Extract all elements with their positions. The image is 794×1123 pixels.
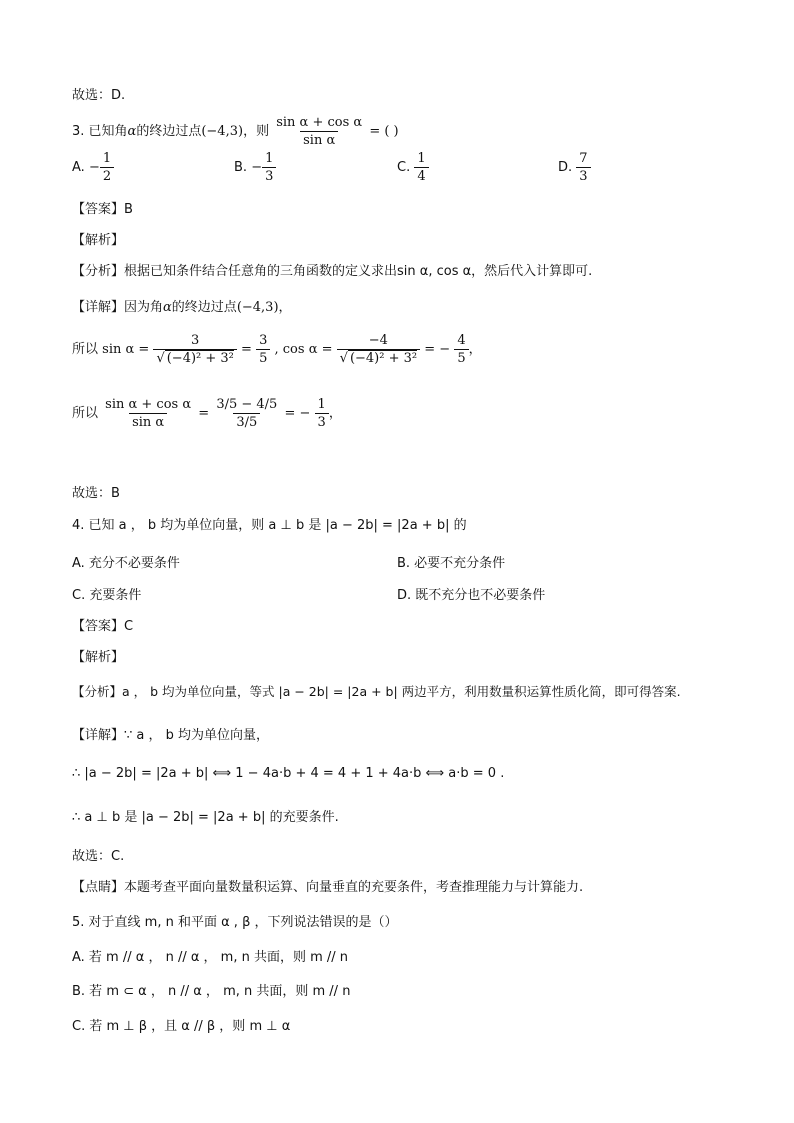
so2-frac-1 [102,396,194,431]
solution-line-2 [72,396,342,431]
so2-big-num: 3/5 − 4/5 [216,397,278,412]
question-5: 5. 对于直线 m, n 和平面 α , β ，下列说法错误的是（） [72,915,398,930]
comment-4: 【点睛】本题考查平面向量数量积运算、向量垂直的充要条件，考查推理能力与计算能力. [72,880,584,895]
option-a-den: 2 [100,167,114,185]
so1-d3-rad: (−4)² + 3² [349,351,418,366]
detail-3-alpha: α [163,300,172,315]
q3-mid: 的终边过点 [136,124,202,139]
detail-4: 【详解】∵ a ， b 均为单位向量， [72,728,270,743]
q3-end: = ( ) [369,124,399,139]
analysis-heading-4: 【解析】 [72,650,125,665]
q4-option-d: D. 既不充分也不必要条件 [397,588,546,603]
detail-3-c: 的终边过点 [171,300,237,315]
option-a-fraction [100,150,114,185]
so2-frac-2 [315,396,329,431]
so1-n4: 4 [457,333,466,348]
q3-fraction [273,114,365,149]
so1-frac-1 [153,332,236,367]
so1-eq1: = [241,342,252,357]
so1-d3: √ (−4)² + 3² [337,349,420,367]
option-b-den: 3 [262,167,276,185]
detail-3-e: ， [278,300,292,315]
so2-end: ， [328,406,342,421]
option-b-label: B. [234,160,248,175]
q3-prefix: 3. 已知角 [72,124,128,139]
answer-line: 故选：D. [72,88,126,103]
so1-prefix: 所以 [72,342,99,357]
q3-alpha: α [127,124,137,139]
q3-then: ，则 [243,124,270,139]
so2-rd: 3 [315,413,329,431]
analysis-4: 【分析】a ， b 均为单位向量，等式 |a − 2b| = |2a + b| 两边平方，利用数量积运算性质化简，即可得答案. [72,684,681,699]
so1-d1-rad: (−4)² + 3² [166,351,234,366]
q5-option-a: A. 若 m // α ， n // α ， m, n 共面，则 m // n [72,950,349,965]
analysis-heading-3: 【解析】 [72,233,125,248]
q4-option-c: C. 充要条件 [72,588,142,603]
question-3 [72,114,399,149]
option-d [558,150,591,185]
so2-fd: sin α [129,413,167,431]
so2-big-den: 3/5 [233,413,260,431]
answer-3: 【答案】B [72,202,133,217]
choose-3: 故选：B [72,486,120,501]
detail-3-point: (−4,3) [236,300,279,315]
detail-3-a: 【详解】因为角 [72,300,164,315]
detail-4-line-2: ∴ |a − 2b| = |2a + b| ⟺ 1 − 4a·b + 4 = 4 + 1 + 4a·b ⟺ a·b = 0 . [72,766,505,781]
so1-n1: 3 [191,333,200,348]
option-b-num: 1 [265,151,274,166]
question-4: 4. 已知 a ， b 均为单位向量，则 a ⊥ b 是 |a − 2b| = |2a + b| 的 [72,518,467,533]
answer-4: 【答案】C [72,619,134,634]
so2-fn: sin α + cos α [105,397,192,412]
q4-option-a: A. 充分不必要条件 [72,556,180,571]
so2-eq: = [198,406,210,421]
so1-d4: 5 [454,349,468,367]
option-c-num: 1 [417,151,426,166]
so2-prefix: 所以 [72,406,99,421]
option-c-label: C. [397,160,411,175]
so1-frac-2 [256,332,270,367]
option-c-den: 4 [414,167,428,185]
q4-option-b: B. 必要不充分条件 [397,556,506,571]
option-a-num: 1 [102,151,112,166]
choose-4: 故选：C. [72,849,125,864]
detail-3 [72,296,292,315]
option-b-sign: − [251,160,263,175]
option-c-fraction [414,150,428,185]
option-b-fraction [262,150,276,185]
option-b [234,150,276,185]
option-a-label: A. [72,160,85,175]
so2-eq2: = − [284,406,311,421]
option-a [72,150,114,185]
option-a-sign: − [88,160,100,175]
q5-option-b: B. 若 m ⊂ α ， n // α ， m, n 共面，则 m // n [72,984,351,999]
so1-n3: −4 [368,333,388,348]
option-d-num: 7 [579,151,588,166]
q3-point: (−4,3) [201,124,244,139]
so1-frac-4 [454,332,468,367]
option-d-fraction [576,150,590,185]
so1-d1: √ (−4)² + 3² [153,349,236,367]
so1-end: ， [468,342,482,357]
option-c [397,150,429,185]
so1-eq2: = − [424,342,451,357]
so2-rn: 1 [317,397,326,412]
so1-n2: 3 [259,333,268,348]
so1-cos: , cos α = [274,342,333,357]
analysis-3: 【分析】根据已知条件结合任意角的三角函数的定义求出sin α, cos α，然后代入计算即可. [72,264,593,279]
q3-frac-den: sin α [300,131,338,149]
so1-d2: 5 [256,349,270,367]
option-d-label: D. [558,160,573,175]
so1-sin: sin α = [102,342,150,357]
solution-line-1 [72,332,482,367]
q5-option-c: C. 若 m ⊥ β ，且 α // β ，则 m ⊥ α [72,1019,291,1034]
so2-frac-big [213,396,280,431]
q3-frac-num: sin α + cos α [276,115,363,130]
option-d-den: 3 [576,167,590,185]
detail-4-line-3: ∴ a ⊥ b 是 |a − 2b| = |2a + b| 的充要条件. [72,810,339,825]
so1-frac-3 [337,332,420,367]
